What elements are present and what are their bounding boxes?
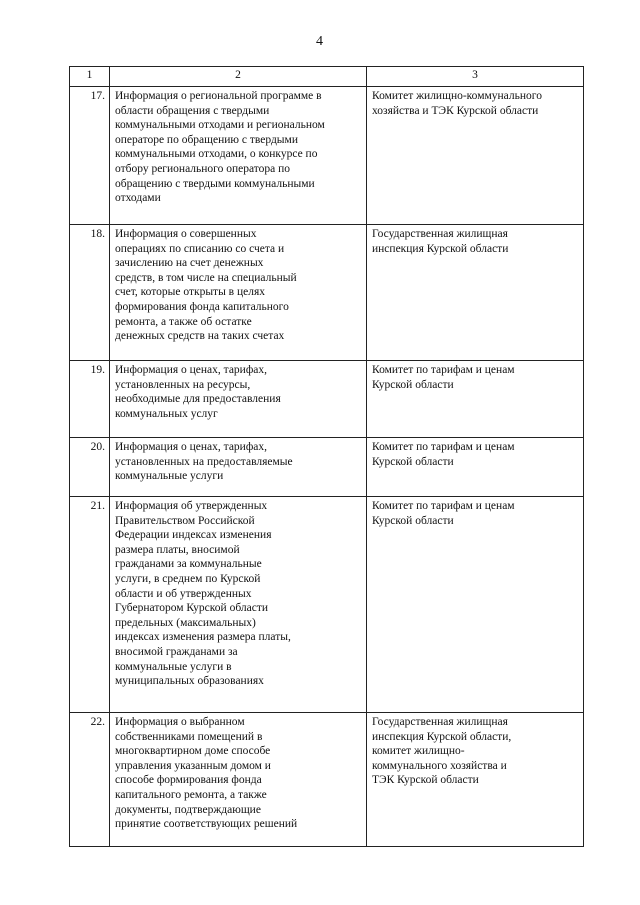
table-row [70, 225, 584, 361]
row-number: 19. [70, 361, 110, 438]
row-responsible-body: Комитет по тарифам и ценам Курской области [367, 438, 584, 497]
row-number: 18. [70, 225, 110, 361]
row-information: Информация о ценах, тарифах, установленных на предоставляемые коммунальные услуги [110, 438, 367, 497]
row-information: Информация о ценах, тарифах, установленных на ресурсы, необходимые для предоставления коммунальных услуг [110, 361, 367, 438]
column-header-number: 1 [70, 67, 110, 87]
row-responsible-body: Комитет по тарифам и ценам Курской области [367, 497, 584, 713]
row-number: 17. [70, 87, 110, 225]
row-responsible-body: Комитет по тарифам и ценам Курской области [367, 361, 584, 438]
row-responsible-body: Комитет жилищно-коммунального хозяйства и ТЭК Курской области [367, 87, 584, 225]
row-number: 21. [70, 497, 110, 713]
row-information: Информация о региональной программе в области обращения с твердыми коммунальными отходами и региональном операторе по обращению с твердыми коммунальными отходами, о конкурсе по отбору регионального оператора по обращению с твердыми коммунальными отходами [110, 87, 367, 225]
row-number: 20. [70, 438, 110, 497]
row-responsible-body: Государственная жилищная инспекция Курской области, комитет жилищно- коммунального хозяйства и ТЭК Курской области [367, 713, 584, 847]
row-number: 22. [70, 713, 110, 847]
row-information: Информация о выбранном собственниками помещений в многоквартирном доме способе управления указанным домом и способе формирования фонда капитального ремонта, а также документы, подтверждающие принятие соответствующих решений [110, 713, 367, 847]
table-header-row [70, 67, 584, 87]
table-row [70, 361, 584, 438]
table-row [70, 87, 584, 225]
column-header-information: 2 [110, 67, 367, 87]
column-header-responsible-body: 3 [367, 67, 584, 87]
row-information: Информация о совершенных операциях по списанию со счета и зачислению на счет денежных средств, в том числе на специальный счет, которые открыты в целях формирования фонда капитального ремонта, а также об остатке денежных средств на таких счетах [110, 225, 367, 361]
page-number: 4 [316, 34, 324, 49]
disclosure-table [69, 66, 584, 847]
table-row [70, 497, 584, 713]
table-row [70, 438, 584, 497]
row-responsible-body: Государственная жилищная инспекция Курской области [367, 225, 584, 361]
table-row [70, 713, 584, 847]
row-information: Информация об утвержденных Правительством Российской Федерации индексах изменения размера платы, вносимой гражданами за коммунальные услуги, в среднем по Курской области и об утвержденных Губернатором Курской области предельных (максимальных) индексах изменения размера платы, вносимой гражданами за коммунальные услуги в муниципальных образованиях [110, 497, 367, 713]
